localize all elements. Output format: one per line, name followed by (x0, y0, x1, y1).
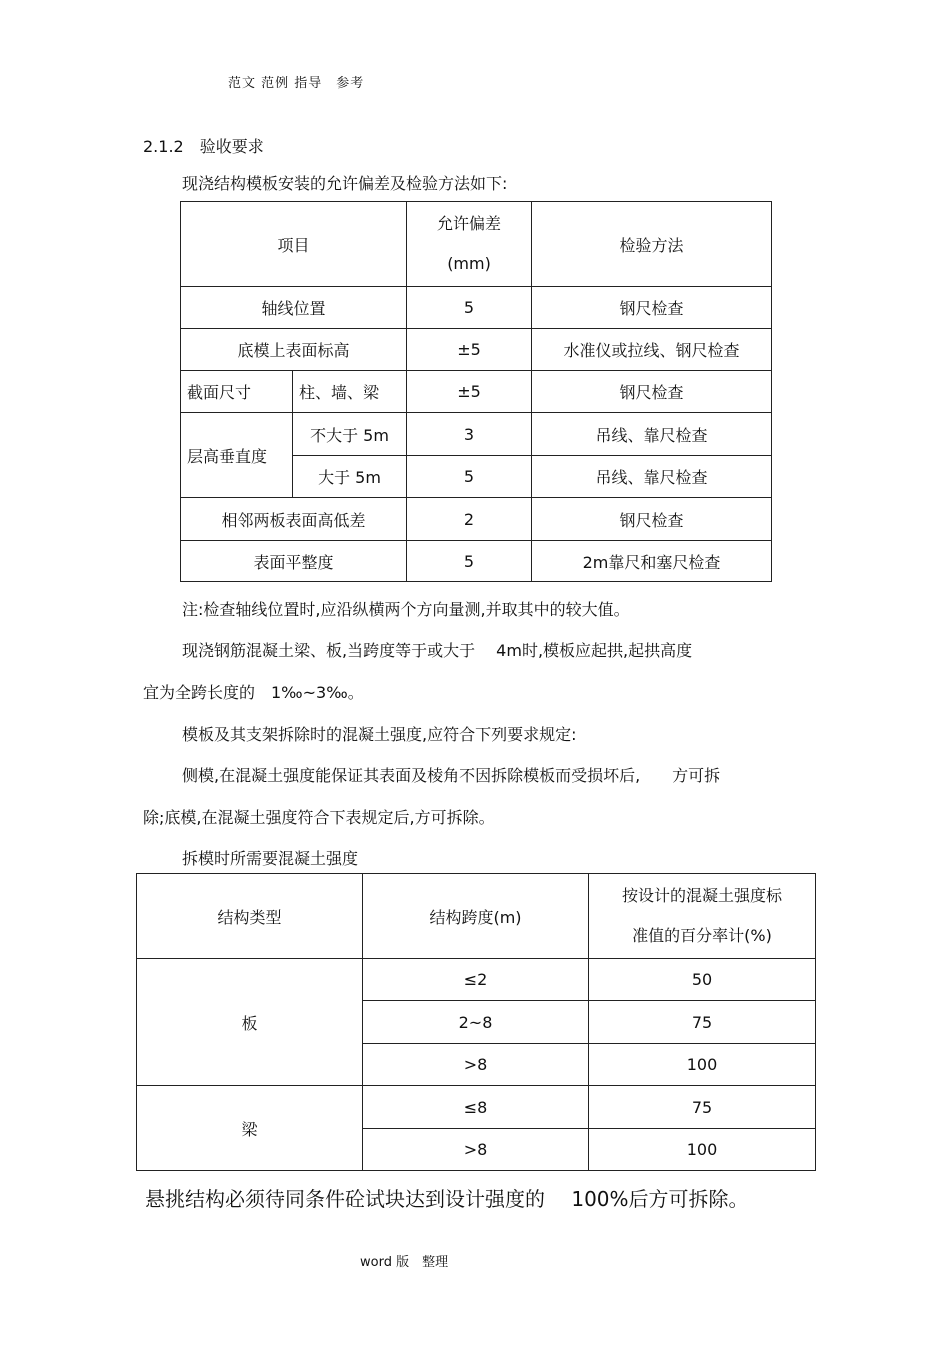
section-number: 2.1.2 (143, 137, 184, 156)
arch-paragraph-line1: 现浇钢筋混凝土梁、板,当跨度等于或大于 4m时,模板应起拱,起拱高度 (182, 641, 693, 660)
strength-table (136, 873, 816, 1171)
row-tolerance: 5 (407, 456, 532, 498)
table-header-row (137, 874, 816, 959)
side-form-paragraph-line1: 侧模,在混凝土强度能保证其表面及棱角不因拆除模板而受损坏后, 方可拆 (182, 766, 721, 785)
page-footer: word 版 整理 (360, 1255, 449, 1270)
row-span: >8 (363, 1129, 589, 1171)
row-strength: 75 (589, 1001, 816, 1044)
table1-intro: 现浇结构模板安装的允许偏差及检验方法如下: (182, 174, 508, 193)
row-method: 钢尺检查 (532, 371, 772, 413)
row-tolerance: ±5 (407, 329, 532, 371)
row-subitem: 柱、墙、梁 (293, 371, 407, 413)
row-subitem: 大于 5m (293, 456, 407, 498)
row-tolerance: 5 (407, 287, 532, 329)
header-item: 项目 (181, 202, 407, 287)
row-span: >8 (363, 1044, 589, 1086)
row-group: 截面尺寸 (181, 371, 293, 413)
row-tolerance: 3 (407, 413, 532, 456)
table-header-row (181, 202, 772, 287)
header-tolerance (407, 202, 532, 287)
row-structure-type: 梁 (137, 1086, 363, 1171)
tolerance-table (180, 201, 772, 582)
row-method: 水准仪或拉线、钢尺检查 (532, 329, 772, 371)
row-tolerance: 2 (407, 498, 532, 541)
closing-paragraph: 悬挑结构必须待同条件砼试块达到设计强度的 100%后方可拆除。 (145, 1187, 749, 1211)
header-strength-line2: 准值的百分率计(%) (632, 926, 772, 945)
row-item: 表面平整度 (181, 541, 407, 582)
header-span: 结构跨度(m) (363, 874, 589, 959)
table-row (181, 371, 772, 413)
row-strength: 100 (589, 1044, 816, 1086)
row-structure-type: 板 (137, 959, 363, 1086)
row-method: 吊线、靠尺检查 (532, 456, 772, 498)
table-row (137, 959, 816, 1001)
header-tolerance-unit: (mm) (447, 254, 491, 273)
row-group: 层高垂直度 (181, 413, 293, 498)
header-method: 检验方法 (532, 202, 772, 287)
removal-paragraph: 模板及其支架拆除时的混凝土强度,应符合下列要求规定: (182, 725, 577, 744)
header-strength-line1: 按设计的混凝土强度标 (621, 886, 782, 905)
row-strength: 100 (589, 1129, 816, 1171)
row-method: 2m靠尺和塞尺检查 (532, 541, 772, 582)
page-header: 范文 范例 指导 参考 (228, 76, 365, 91)
section-title: 验收要求 (199, 137, 264, 156)
row-tolerance: 5 (407, 541, 532, 582)
arch-paragraph-line2: 宜为全跨长度的 1‰~3‰。 (143, 683, 364, 702)
table-row (181, 329, 772, 371)
row-span: 2~8 (363, 1001, 589, 1044)
section-heading (143, 134, 264, 157)
row-strength: 75 (589, 1086, 816, 1129)
row-subitem: 不大于 5m (293, 413, 407, 456)
table-row (137, 1086, 816, 1129)
row-item: 相邻两板表面高低差 (181, 498, 407, 541)
row-span: ≤2 (363, 959, 589, 1001)
header-strength (589, 874, 816, 959)
row-item: 底模上表面标高 (181, 329, 407, 371)
header-tolerance-label: 允许偏差 (437, 214, 502, 233)
row-strength: 50 (589, 959, 816, 1001)
table-row (181, 498, 772, 541)
row-tolerance: ±5 (407, 371, 532, 413)
row-method: 钢尺检查 (532, 287, 772, 329)
table2-caption: 拆模时所需要混凝土强度 (182, 849, 359, 868)
header-structure-type: 结构类型 (137, 874, 363, 959)
table-row (181, 287, 772, 329)
row-span: ≤8 (363, 1086, 589, 1129)
row-method: 钢尺检查 (532, 498, 772, 541)
table-row (181, 541, 772, 582)
table-row (181, 413, 772, 456)
side-form-paragraph-line2: 除;底模,在混凝土强度符合下表规定后,方可拆除。 (143, 808, 495, 827)
row-method: 吊线、靠尺检查 (532, 413, 772, 456)
note-paragraph: 注:检查轴线位置时,应沿纵横两个方向量测,并取其中的较大值。 (182, 600, 630, 619)
row-item: 轴线位置 (181, 287, 407, 329)
